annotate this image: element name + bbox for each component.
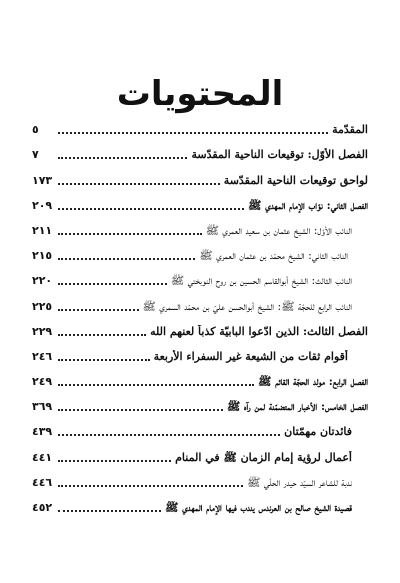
toc-page-number: ٢٢٥ (32, 299, 53, 313)
toc-entry-title: لواحق توقيعات الناحية المقدّسة (223, 173, 368, 187)
toc-entry-title: فائدتان مهمّتان (284, 425, 352, 439)
toc-page-number: ٢٢٠ (32, 274, 53, 288)
toc-entry-title: الفصل الثاني: نوّاب الإمام المهدي ﷺ (248, 198, 368, 212)
toc-entry-title: المقدّمة (332, 123, 368, 137)
toc-page-number: ٥ (32, 123, 39, 137)
dot-leader (58, 128, 328, 134)
dot-leader (58, 506, 161, 512)
toc-entry[interactable] (32, 414, 368, 439)
toc-entry[interactable] (32, 339, 368, 364)
toc-page-number: ٢١١ (32, 223, 53, 237)
toc-entry-title: النائب الرابع للحجّة ﷺ: الشيخ أبوالحسن عليّ بن محمّد السمري ﷺ (142, 299, 352, 313)
toc-entry[interactable] (32, 263, 368, 288)
toc-entry[interactable] (32, 162, 368, 187)
dot-leader (58, 405, 223, 411)
dot-leader (58, 330, 146, 336)
dot-leader (58, 456, 171, 462)
toc-entry[interactable] (32, 288, 368, 313)
dot-leader (58, 355, 150, 361)
toc-page-number: ٧ (32, 148, 39, 162)
dot-leader (58, 305, 139, 311)
toc-page-number: ٣٦٩ (32, 400, 53, 414)
toc-entry[interactable] (32, 389, 368, 414)
toc-entry-title: الفصل الثالث: الذين ادّعوا البابيّة كذباً لعنهم الله (150, 324, 368, 338)
toc-entry[interactable] (32, 314, 368, 339)
dot-leader (58, 279, 167, 285)
toc-page-number: ٤٤١ (32, 450, 53, 464)
toc-entry-title: الفصل الخامس: الأخبار المتضمّنة لمن رآه ﷺ (226, 400, 368, 414)
toc-entry[interactable] (32, 137, 368, 162)
toc-page-number: ٢٢٩ (32, 324, 53, 338)
toc-entry-title: قصيدة الشيخ صالح بن العرندس يندب فيها الإمام المهدي ﷺ (165, 501, 352, 514)
toc-entry[interactable] (32, 238, 368, 263)
toc-entry[interactable] (32, 490, 368, 515)
toc-entry-title: ندبة للشاعر السيّد حيدر الحلّي ﷺ (247, 475, 352, 489)
toc-page-number: ٢٤٩ (32, 375, 53, 389)
toc-entry-title: أعمال لرؤية إمام الزمان ﷺ في المنام (175, 450, 352, 464)
dot-leader (58, 229, 202, 235)
table-of-contents (32, 112, 368, 515)
toc-entry-title: النائب الثالث: الشيخ أبوالقاسم الحسين بن روح النوبختي ﷺ (170, 274, 352, 288)
dot-leader (58, 481, 243, 487)
toc-entry-title: النائب الثاني: الشيخ محمّد بن عثمان العمري ﷺ (199, 249, 348, 263)
dot-leader (58, 380, 254, 386)
toc-page-number: ٢١٥ (32, 249, 53, 263)
toc-page-number: ٢٤٦ (32, 349, 53, 363)
toc-page-number: ٤٣٩ (32, 425, 53, 439)
dot-leader (58, 430, 280, 436)
toc-page-number: ١٧٣ (32, 173, 53, 187)
toc-entry[interactable] (32, 439, 368, 464)
dot-leader (58, 179, 220, 185)
dot-leader (58, 204, 244, 210)
dot-leader (58, 153, 187, 159)
dot-leader (58, 254, 195, 260)
toc-entry[interactable] (32, 364, 368, 389)
toc-entry-title: الفصل الرابع: مولد الحجّة القائم ﷺ (258, 375, 368, 389)
toc-page-number: ٤٤٦ (32, 475, 53, 489)
toc-entry[interactable] (32, 465, 368, 490)
toc-entry-title: النائب الأوّل: الشيخ عثمان بن سعيد العمري ﷺ (205, 223, 352, 237)
toc-entry-title: أقوام ثقات من الشيعة غير السفراء الأربعة (153, 349, 348, 363)
toc-entry[interactable] (32, 112, 368, 137)
page-title: المحتويات (116, 74, 284, 114)
toc-page-number: ٤٥٢ (32, 501, 53, 514)
toc-page-number: ٢٠٩ (32, 198, 53, 212)
toc-entry[interactable] (32, 213, 368, 238)
toc-entry-title: الفصل الأوّل: توقيعات الناحية المقدّسة (191, 148, 368, 162)
toc-entry[interactable] (32, 188, 368, 213)
